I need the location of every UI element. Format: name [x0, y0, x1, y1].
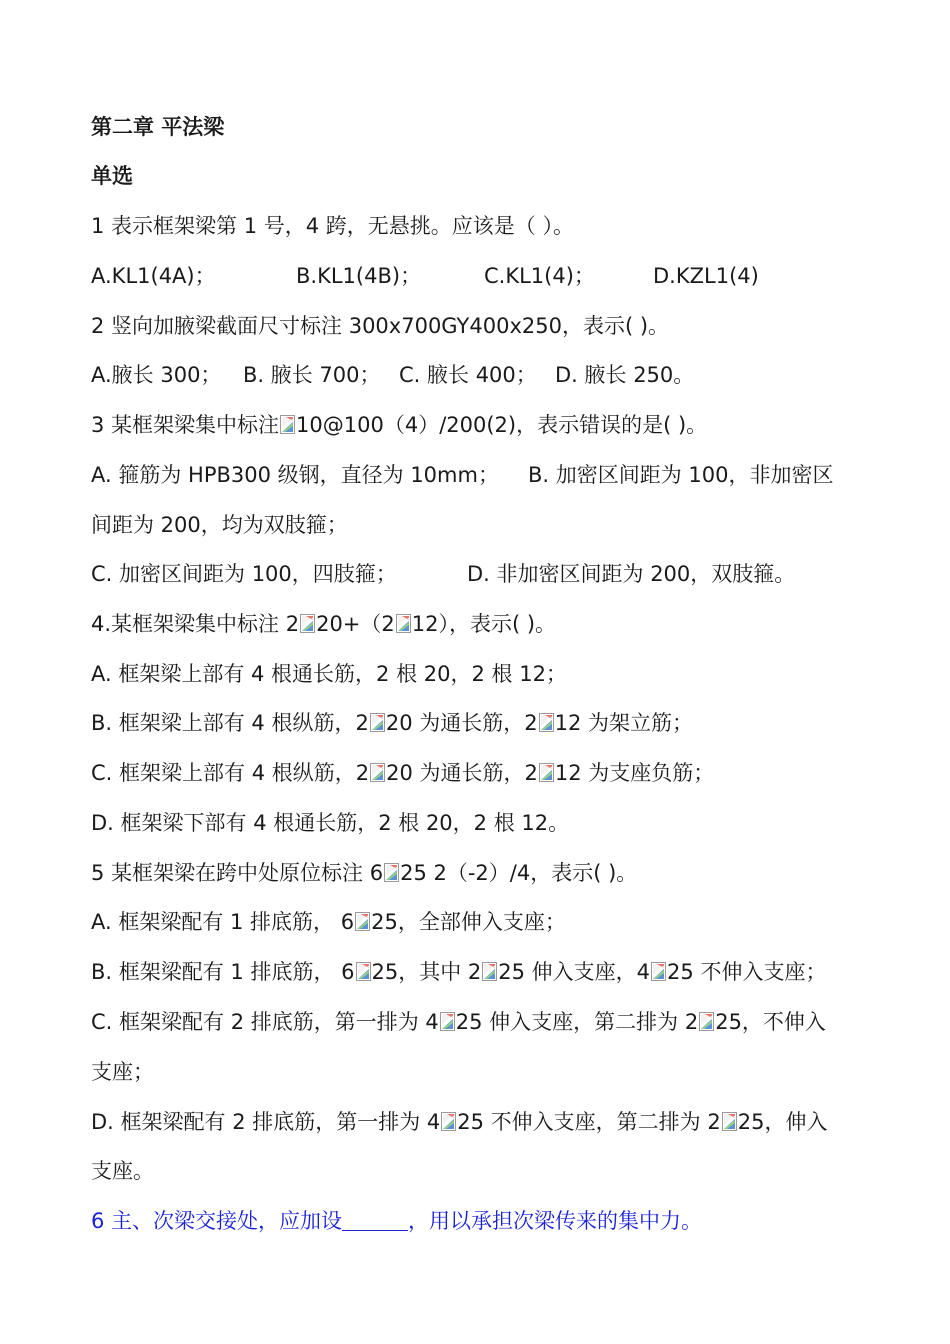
q3-option-b: B. 加密区间距为 100，非加密区	[528, 463, 834, 487]
q5d-part: D. 框架梁配有 2 排底筋，第一排为 4	[91, 1110, 441, 1134]
q3-option-a: A. 箍筋为 HPB300 级钢，直径为 10mm；	[91, 463, 499, 487]
question-2-options	[91, 360, 851, 390]
q2-option-b: B. 腋长 700；	[243, 363, 381, 387]
q3-stem-part: 10@100（4）/200(2)，表示错误的是( )。	[296, 413, 708, 437]
broken-image-icon	[370, 713, 385, 732]
q5-option-a	[91, 907, 566, 937]
q5-option-b	[91, 957, 826, 987]
question-3-options-row1	[91, 460, 851, 490]
q5a-part: A. 框架梁配有 1 排底筋， 6	[91, 910, 355, 934]
q5-option-c	[91, 1007, 826, 1037]
broken-image-icon	[370, 763, 385, 782]
q1-option-c: C.KL1(4)；	[484, 264, 595, 288]
question-6-stem	[91, 1206, 702, 1236]
q5d-part: 25 不伸入支座，第二排为 2	[457, 1110, 721, 1134]
q5b-part: B. 框架梁配有 1 排底筋， 6	[91, 960, 355, 984]
question-1-stem: 1 表示框架梁第 1 号，4 跨，无悬挑。应该是（ ）。	[91, 214, 574, 238]
broken-image-icon	[722, 1112, 737, 1131]
q5-stem-part: 5 某框架梁在跨中处原位标注 6	[91, 861, 384, 885]
q4c-part: 20 为通长筋，2	[386, 761, 538, 785]
q5b-part: 25 不伸入支座；	[667, 960, 827, 984]
broken-image-icon	[280, 415, 295, 434]
answer-blank	[342, 1210, 408, 1231]
q5-stem-part: 25 2（-2）/4，表示( )。	[400, 861, 638, 885]
question-3-stem	[91, 410, 707, 440]
q4-stem-part: 20+（2	[316, 612, 395, 636]
q5c-part: C. 框架梁配有 2 排底筋，第一排为 4	[91, 1010, 439, 1034]
q2-option-a: A.腋长 300；	[91, 363, 222, 387]
q1-option-a: A.KL1(4A)；	[91, 264, 216, 288]
broken-image-icon	[300, 614, 315, 633]
q4-option-a: A. 框架梁上部有 4 根通长筋，2 根 20，2 根 12；	[91, 662, 567, 686]
q3-stem-part: 3 某框架梁集中标注	[91, 413, 280, 437]
question-3-options-row2	[91, 559, 851, 589]
broken-image-icon	[539, 713, 554, 732]
q5-option-d-continued: 支座。	[91, 1159, 154, 1183]
question-2-stem: 2 竖向加腋梁截面尺寸标注 300x700GY400x250，表示( )。	[91, 314, 670, 338]
q5b-part: 25 伸入支座，4	[498, 960, 651, 984]
broken-image-icon	[699, 1012, 714, 1031]
q5-option-d	[91, 1107, 827, 1137]
q5b-part: 25，其中 2	[371, 960, 482, 984]
q4c-part: 12 为支座负筋；	[554, 761, 715, 785]
section-title: 单选	[91, 164, 133, 188]
q4-option-b	[91, 708, 693, 738]
q5a-part: 25，全部伸入支座；	[371, 910, 566, 934]
chapter-title: 第二章 平法梁	[91, 115, 225, 139]
q5c-part: 25 伸入支座，第二排为 2	[455, 1010, 699, 1034]
q4-stem-part: 4.某框架梁集中标注 2	[91, 612, 300, 636]
q1-option-d: D.KZL1(4)	[653, 264, 759, 288]
broken-image-icon	[482, 962, 497, 981]
q1-option-b: B.KL1(4B)；	[296, 264, 422, 288]
broken-image-icon	[440, 1012, 455, 1031]
broken-image-icon	[396, 614, 411, 633]
broken-image-icon	[441, 1112, 456, 1131]
q6-stem-part: 6 主、次梁交接处，应加设	[91, 1209, 343, 1233]
question-5-stem	[91, 858, 637, 888]
q4b-part: 20 为通长筋，2	[385, 711, 538, 735]
broken-image-icon	[355, 912, 370, 931]
q4-option-d: D. 框架梁下部有 4 根通长筋，2 根 20，2 根 12。	[91, 811, 570, 835]
q4b-part: 12 为架立筋；	[554, 711, 694, 735]
q2-option-d: D. 腋长 250。	[555, 363, 695, 387]
q3-option-b-continued: 间距为 200，均为双肢箍；	[91, 513, 348, 537]
q4-option-c	[91, 758, 714, 788]
q4c-part: C. 框架梁上部有 4 根纵筋，2	[91, 761, 370, 785]
q6-stem-part: ，用以承担次梁传来的集中力。	[408, 1209, 703, 1233]
question-1-options	[91, 261, 851, 291]
q3-option-d: D. 非加密区间距为 200，双肢箍。	[467, 562, 796, 586]
q5c-part: 25，不伸入	[715, 1010, 826, 1034]
broken-image-icon	[356, 962, 371, 981]
broken-image-icon	[651, 962, 666, 981]
q3-option-c: C. 加密区间距为 100，四肢箍；	[91, 562, 397, 586]
q4b-part: B. 框架梁上部有 4 根纵筋，2	[91, 711, 369, 735]
q5-option-c-continued: 支座；	[91, 1060, 154, 1084]
q5d-part: 25，伸入	[737, 1110, 828, 1134]
broken-image-icon	[384, 863, 399, 882]
q4-stem-part: 12），表示( )。	[411, 612, 557, 636]
question-4-stem	[91, 609, 556, 639]
broken-image-icon	[539, 763, 554, 782]
q2-option-c: C. 腋长 400；	[399, 363, 537, 387]
